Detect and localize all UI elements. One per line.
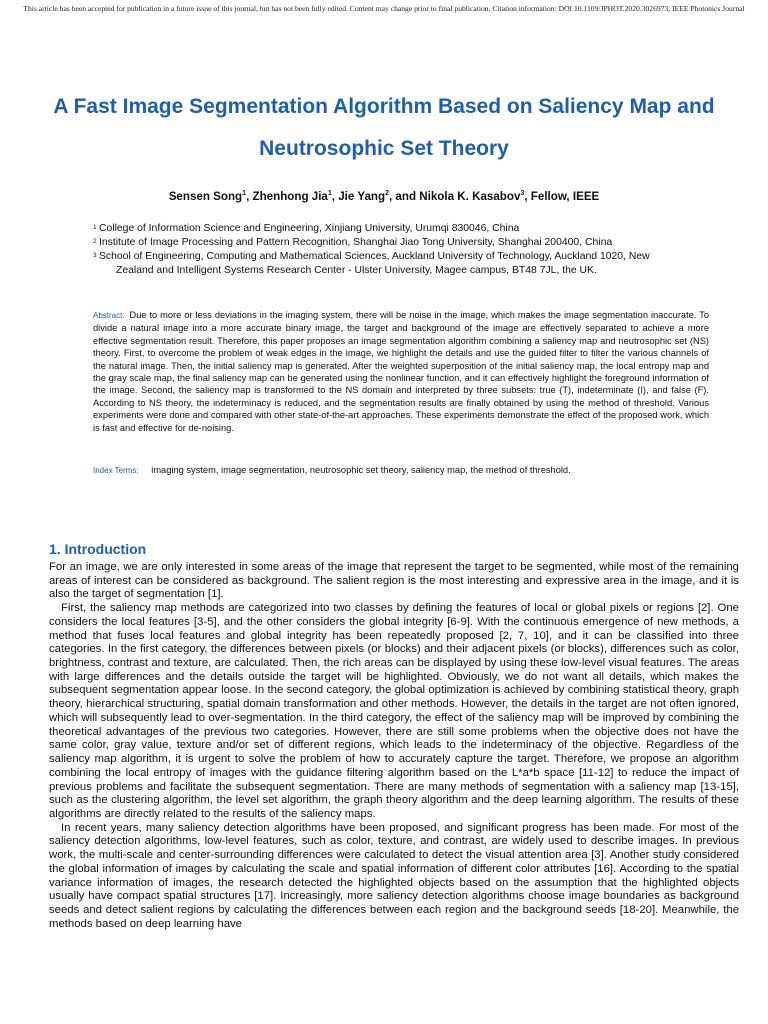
author-affil-mark: 1 (242, 190, 247, 198)
author (419, 190, 599, 203)
affiliation (93, 236, 713, 250)
author-name: Sensen Song (168, 190, 243, 203)
author (338, 190, 419, 203)
author (253, 190, 339, 203)
author-separator: , (246, 190, 253, 203)
author-separator: , and (388, 190, 420, 203)
author (169, 190, 253, 203)
affiliation-text: School of Engineering, Computing and Mathematical Sciences, Auckland University of Technology, Auckland 1020, New (99, 251, 650, 262)
paper-title: A Fast Image Segmentation Algorithm Based on Saliency Map and Neutrosophic Set Theory (53, 95, 715, 160)
author-separator: , Fellow, IEEE (524, 190, 600, 203)
section-heading: 1. Introduction (49, 541, 147, 557)
author-name: Zhenhong Jia (252, 190, 328, 203)
abstract-label: Abstract: (93, 311, 125, 320)
author-list (30, 190, 738, 203)
paragraph: In recent years, many saliency detection algorithms have been proposed, and significant progress has been made. For most of the saliency detection algorithms, low-level features, such as color, texture, and contrast, are widely used to describe images. In previous work, the multi-scale and center-surrounding differences were calculated to detect the visual attention area [3]. Another study considered the global information of images by calculating the scale and spatial information of different color attributes [16]. According to the spatial variance information of images, the research detected the highlighted objects based on the assumption that the highlighted objects usually have compact spatial structures [17]. Increasingly, more saliency detection algorithms choose image boundaries as background seeds and detect salient regions by calculating the differences between each region and the background seeds [18-20]. Meanwhile, the methods based on deep learning have (49, 821, 739, 930)
publication-notice: This article has been accepted for publication in a future issue of this journal, but has not been fully edited. Content may change prior to final publication. Citation information: DOI 10.1109/JPHOT.2020.3026973, IEEE Photonics Journal (23, 4, 745, 13)
author-name: Jie Yang (338, 190, 386, 203)
author-name: Nikola K. Kasabov (419, 190, 521, 203)
abstract (93, 309, 709, 434)
affiliation-text: College of Information Science and Engineering, Xinjiang University, Urumqi 830046, China (99, 223, 520, 234)
affiliation-list (93, 222, 713, 278)
affiliation-text: Institute of Image Processing and Pattern Recognition, Shanghai Jiao Tong University, Shanghai 200400, China (99, 237, 613, 248)
author-affil-mark: 2 (385, 190, 389, 198)
index-terms-label: Index Terms: (93, 466, 139, 475)
affiliation-mark: 3 (93, 252, 97, 259)
author-separator: , (331, 190, 339, 203)
affiliation-mark: 2 (93, 238, 97, 245)
author-affil-mark: 3 (520, 190, 525, 198)
index-terms-text: imaging system, image segmentation, neutrosophic set theory, saliency map, the method of threshold. (151, 465, 571, 475)
affiliation-mark: 1 (93, 224, 97, 231)
section-body (49, 561, 739, 931)
abstract-text: Due to more or less deviations in the imaging system, there will be noise in the image, which makes the image segmentation inaccurate. To divide a natural image into a more accurate binary image, the target and background of the image are effectively separated to achieve a more effective segmentation result. Therefore, this paper proposes an image segmentation algorithm combining a saliency map and neutrosophic set (NS) theory. First, to overcome the problem of weak edges in the image, we highlight the details and use the guided filter to filter the various channels of the natural image. Then, the initial saliency map is generated. After the weighted superposition of the initial saliency map, the local entropy map and the gray scale map, the final saliency map can be generated using the nonlinear function, and it can effectively highlight the foreground information of the image. Second, the saliency map is transformed to the NS domain and interpreted by three subsets: true (T), indeterminate (I), and false (F). According to NS theory, the indeterminacy is reduced, and the segmentation results are finally obtained by using the method of threshold. Various experiments were done and compared with other state-of-the-art approaches. These experiments demonstrate the effect of the proposed work, which is fast and effective for de-noising. (93, 310, 709, 433)
paragraph: First, the saliency map methods are categorized into two classes by defining the features of local or global pixels or regions [2]. One considers the local features [3-5], and the other considers the global integrity [6-9]. With the continuous emergence of new methods, a method that fuses local features and global integrity has been repeatedly proposed [2, 7, 10], and it can be classified into three categories. In the first category, the differences between pixels (or blocks) and their adjacent pixels (or blocks), differences such as color, brightness, contrast and texture, are calculated. Then, the rich areas can be displayed by using these low-level visual features. The areas with large differences and the details outside the target will be highlighted. Obviously, we do not want all details, which makes the subsequent segmentation appear loose. In the second category, the global optimization is achieved by combining statistical theory, graph theory, hierarchical structuring, spatial domain transformation and other methods. However, the details in the target are not often ignored, which will subsequently lead to over-segmentation. In the third category, the effect of the saliency map will be improved by combining the theoretical advantages of the previous two categories. However, there are still some problems when the objective does not have the same color, gray value, texture and/or set of different regions, which leads to the indeterminacy of the objective. Regardless of the saliency map algorithm, it is urgent to solve the problem of how to accurately capture the target. Therefore, we propose an algorithm combining the local entropy of images with the guidance filtering algorithm based on the L*a*b space [11-12] to reduce the impact of previous problems and facilitate the subsequent segmentation. There are many methods of segmentation with a saliency map [13-15], such as the clustering algorithm, the level set algorithm, the graph theory algorithm and the deep learning algorithm. The results of these algorithms are directly related to the results of the saliency maps. (49, 602, 739, 820)
author-affil-mark: 1 (327, 190, 332, 198)
index-terms (93, 465, 709, 475)
affiliation (93, 250, 713, 278)
affiliation-text-continued: Zealand and Intelligent Systems Research Center - Ulster University, Magee campus, BT48 7JL, the UK. (116, 265, 597, 276)
affiliation (93, 222, 713, 236)
paragraph: For an image, we are only interested in some areas of the image that represent the target to be segmented, while most of the remaining areas of interest can be considered as background. The salient region is the most interesting and expressive area in the image, and it is also the target of segmentation [1]. (49, 561, 739, 601)
